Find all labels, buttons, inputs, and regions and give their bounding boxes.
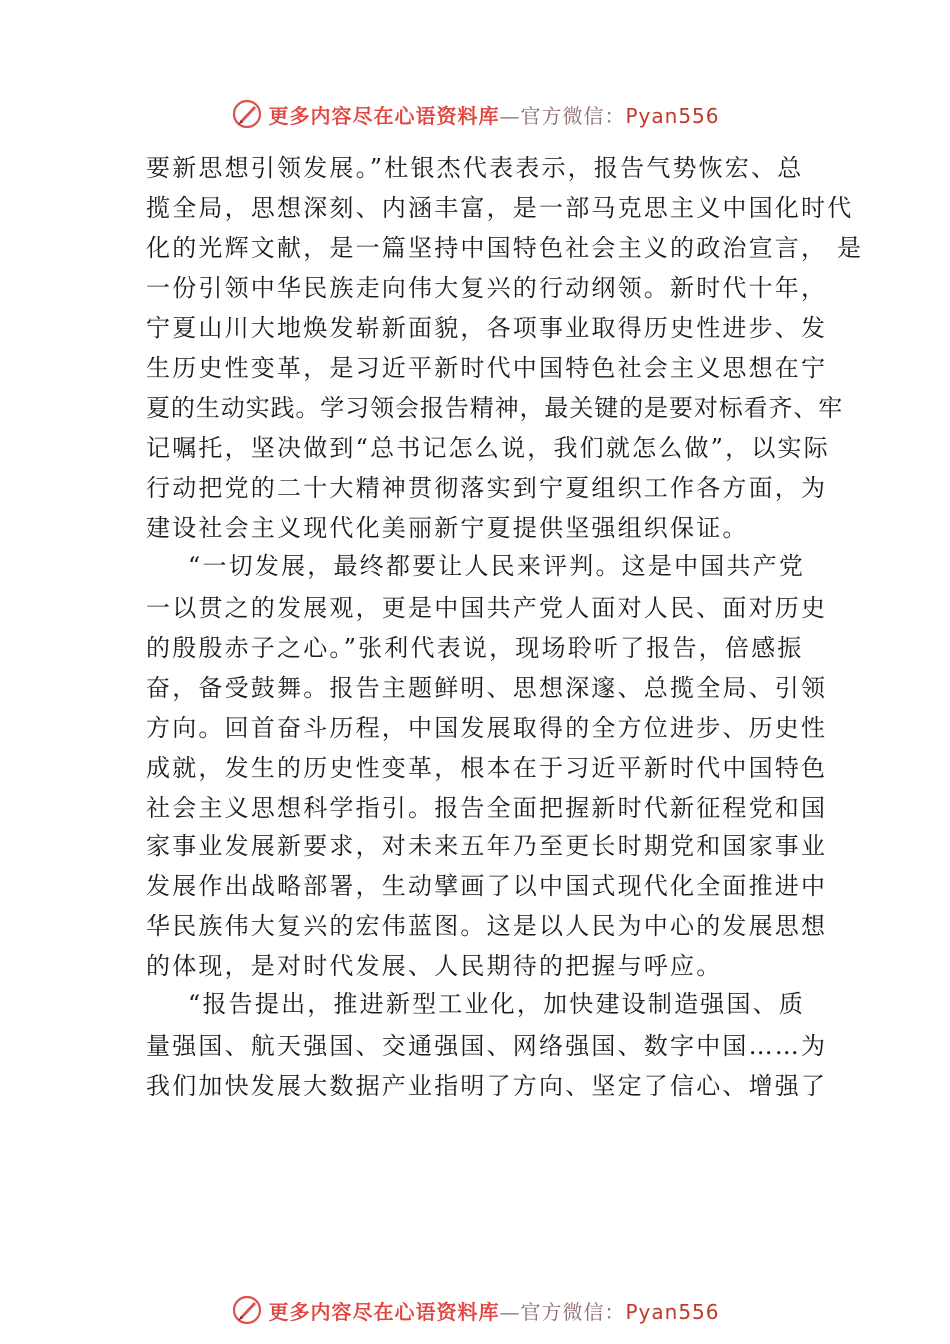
text-line: 生历史性变革，是习近平新时代中国特色社会主义思想在宁 — [146, 354, 828, 382]
text-line: 社会主义思想科学指引。报告全面把握新时代新征程党和国 — [146, 794, 828, 822]
text-line: 一以贯之的发展观，更是中国共产党人面对人民、面对历史 — [146, 594, 828, 622]
header-watermark — [0, 94, 950, 134]
watermark-text: 更多内容尽在心语资料库—官方微信：Pyan556 — [268, 1299, 720, 1324]
text-line: 揽全局，思想深刻、内涵丰富，是一部马克思主义中国化时代 — [146, 194, 854, 222]
text-line: 发展作出战略部署，生动擘画了以中国式现代化全面推进中 — [146, 872, 828, 900]
text-line: 量强国、航天强国、交通强国、网络强国、数字中国……为 — [146, 1032, 828, 1060]
footer-watermark — [0, 1290, 950, 1330]
text-line: 成就，发生的历史性变革，根本在于习近平新时代中国特色 — [146, 754, 828, 782]
pen-logo-icon — [230, 97, 264, 131]
text-line: 的体现，是对时代发展、人民期待的把握与呼应。 — [146, 952, 723, 980]
text-line: 夏的生动实践。学习领会报告精神，最关键的是要对标看齐、牢 — [146, 394, 844, 422]
text-line: 化的光辉文献，是一篇坚持中国特色社会主义的政治宣言， 是 — [146, 234, 864, 262]
text-line: 我们加快发展大数据产业指明了方向、坚定了信心、增强了 — [146, 1072, 828, 1100]
text-line: 行动把党的二十大精神贯彻落实到宁夏组织工作各方面，为 — [146, 474, 828, 502]
watermark-text: 更多内容尽在心语资料库—官方微信：Pyan556 — [268, 103, 720, 128]
text-line: 方向。回首奋斗历程，中国发展取得的全方位进步、历史性 — [146, 714, 828, 742]
text-line: 一份引领中华民族走向伟大复兴的行动纲领。新时代十年， — [146, 274, 828, 302]
text-line: 的殷殷赤子之心。”张利代表说，现场聆听了报告，倍感振 — [146, 634, 804, 662]
text-line: 奋，备受鼓舞。报告主题鲜明、思想深邃、总揽全局、引领 — [146, 674, 828, 702]
text-line: 建设社会主义现代化美丽新宁夏提供坚强组织保证。 — [146, 514, 749, 542]
text-line: 记嘱托，坚决做到“总书记怎么说，我们就怎么做”，以实际 — [146, 434, 830, 462]
pen-logo-icon — [230, 1293, 264, 1327]
paragraph-first-line: “报告提出，推进新型工业化，加快建设制造强国、质 — [188, 990, 806, 1018]
text-line: 宁夏山川大地焕发崭新面貌，各项事业取得历史性进步、发 — [146, 314, 828, 342]
text-line: 要新思想引领发展。”杜银杰代表表示，报告气势恢宏、总 — [146, 154, 804, 182]
paragraph-first-line: “一切发展，最终都要让人民来评判。这是中国共产党 — [188, 552, 806, 580]
text-line: 家事业发展新要求，对未来五年乃至更长时期党和国家事业 — [146, 832, 828, 860]
text-line: 华民族伟大复兴的宏伟蓝图。这是以人民为中心的发展思想 — [146, 912, 828, 940]
